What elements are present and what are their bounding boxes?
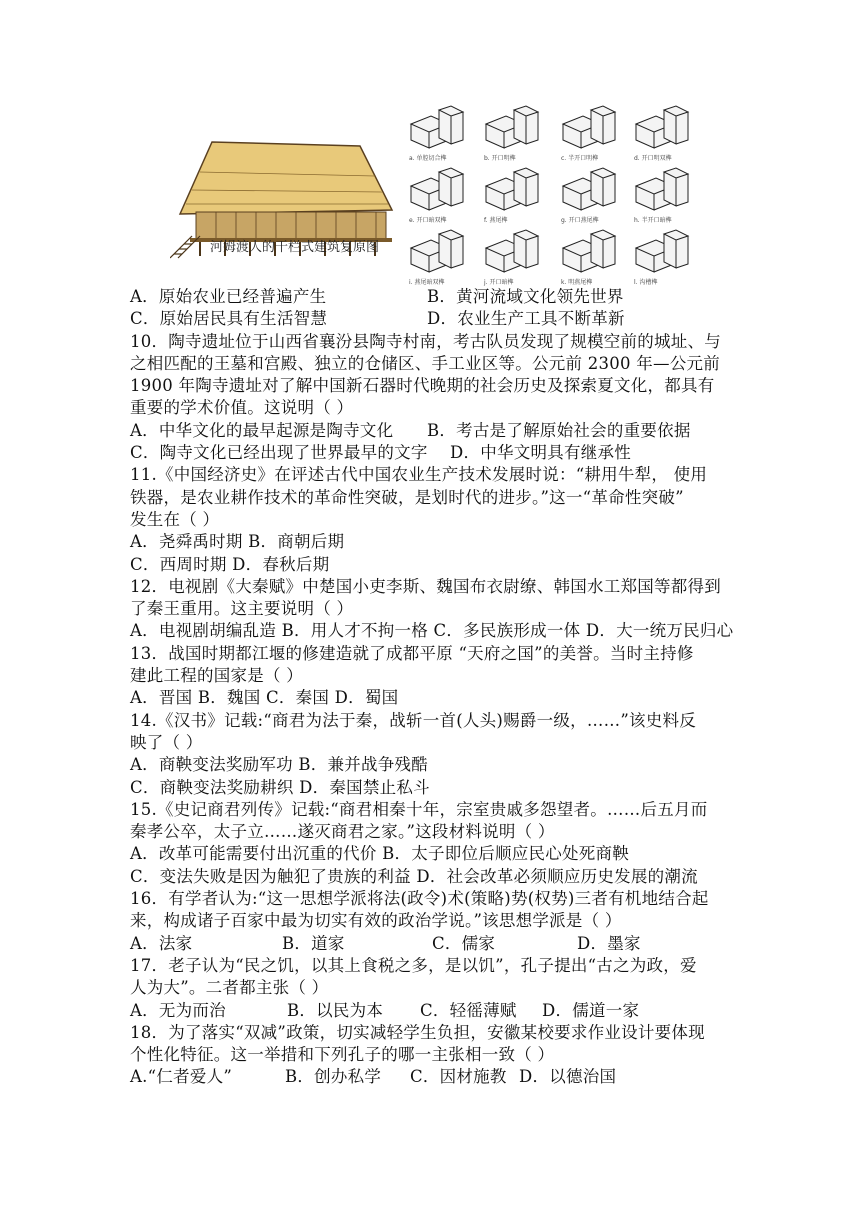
joint-label: g. 开口燕尾榫 — [561, 217, 599, 224]
answer-option: D．墨家 — [577, 933, 641, 953]
text-line: A．尧舜禹时期 B．商朝后期 — [130, 532, 345, 552]
text-line: 15.《史记商君列传》记载:“商君相秦十年，宗室贵戚多怨望者。……后五月而 — [130, 799, 708, 819]
joint-diagram — [557, 166, 627, 224]
text-line: 建此工程的国家是（ ） — [130, 666, 303, 686]
answer-option: D．中华文明具有继承性 — [450, 443, 631, 463]
joint-diagram — [557, 104, 627, 162]
figure-caption: 河姆渡人的干栏式建筑复原图 — [210, 240, 380, 255]
option-row — [130, 286, 740, 308]
text-line: C．商鞅变法奖励耕织 D．秦国禁止私斗 — [130, 777, 430, 797]
text-line: 之相匹配的王墓和宫殿、独立的仓储区、手工业区等。公元前 2300 年—公元前 — [130, 353, 720, 373]
joint-diagram — [405, 166, 475, 224]
text-line: A．商鞅变法奖励军功 B．兼并战争残酷 — [130, 755, 429, 775]
joint-label: b. 开口明榫 — [484, 155, 516, 162]
text-line: 映了（ ） — [130, 732, 203, 752]
joint-diagram — [405, 228, 475, 286]
answer-option: A．原始农业已经普遍产生 — [130, 287, 327, 306]
text-line: 12．电视剧《大秦赋》中楚国小吏李斯、魏国布衣尉缭、韩国水工郑国等都得到 — [130, 576, 721, 596]
joinery-diagrams — [405, 104, 705, 290]
text-line: 秦孝公卒，太子立……遂灭商君之家。”这段材料说明（ ） — [130, 822, 555, 842]
option-row — [130, 442, 740, 464]
text-line: 11.《中国经济史》在评述古代中国农业生产技术发展时说：“耕用牛犁， 使用 — [130, 465, 708, 485]
joint-drawing — [405, 104, 475, 152]
text-line: 14.《汉书》记载:“商君为法于秦，战斩一首(人头)赐爵一级，……”该史料反 — [130, 710, 697, 730]
answer-option: D．儒道一家 — [542, 1000, 640, 1020]
joint-drawing — [630, 104, 700, 152]
text-line: 重要的学术价值。这说明（ ） — [130, 398, 354, 418]
joint-drawing — [557, 228, 627, 276]
text-line: 18．为了落实“双减”政策，切实减轻学生负担，安徽某校要求作业设计要体现 — [130, 1022, 705, 1042]
text-line: 了秦王重用。这主要说明（ ） — [130, 599, 354, 619]
text-line: A．电视剧胡编乱造 B．用人才不拘一格 C．多民族形成一体 D．大一统万民归心 — [130, 621, 734, 641]
text-line: 人为大”。二者都主张（ ） — [130, 978, 329, 998]
answer-option: C．陶寺文化已经出现了世界最早的文字 — [130, 443, 428, 463]
joint-drawing — [405, 228, 475, 276]
text-line: 16．有学者认为:“这一思想学派将法(政令)术(策略)势(权势)三者有机地结合起 — [130, 889, 709, 909]
joint-diagram — [630, 104, 700, 162]
answer-option: D．以德治国 — [519, 1067, 617, 1087]
text-line: 13．战国时期都江堰的修建造就了成都平原 “天府之国”的美誉。当时主持修 — [130, 643, 694, 663]
text-line: C．西周时期 D．春秋后期 — [130, 554, 330, 574]
joint-label: a. 单腔切合榫 — [409, 155, 447, 162]
text-line: 个性化特征。这一举措和下列孔子的哪一主张相一致（ ） — [130, 1045, 555, 1065]
text-line: 来，构成诸子百家中最为切实有效的政治学说。”该思想学派是（ ） — [130, 911, 622, 931]
text-line: A．改革可能需要付出沉重的代价 B．太子即位后顺应民心处死商鞅 — [130, 844, 630, 864]
answer-option: A．中华文化的最早起源是陶寺文化 — [130, 420, 394, 440]
joint-label: i. 燕尾暗双榫 — [409, 279, 445, 286]
answer-option: C．轻徭薄赋 — [420, 1000, 517, 1020]
answer-option: C．因材施教 — [410, 1067, 507, 1087]
joint-diagram — [480, 228, 550, 286]
joint-drawing — [480, 166, 550, 214]
text-line: 1900 年陶寺遗址对了解中国新石器时代晚期的社会历史及探索夏文化，都具有 — [130, 376, 715, 396]
joint-label: e. 开口暗双榫 — [409, 217, 447, 224]
option-row — [130, 1066, 740, 1088]
joint-diagram — [630, 228, 700, 286]
joint-drawing — [557, 166, 627, 214]
figure-row — [0, 0, 860, 290]
answer-option: C．儒家 — [432, 933, 496, 953]
text-line: C．变法失败是因为触犯了贵族的利益 D．社会改革必须顺应历史发展的潮流 — [130, 866, 698, 886]
joint-drawing — [630, 228, 700, 276]
answer-option: C．原始居民具有生活智慧 — [130, 309, 328, 329]
answer-option: D．农业生产工具不断革新 — [427, 309, 625, 329]
joint-diagram — [405, 104, 475, 162]
joint-diagram — [557, 228, 627, 286]
answer-option: B．道家 — [282, 933, 345, 953]
joint-label: f. 燕尾榫 — [484, 217, 508, 224]
joint-diagram — [630, 166, 700, 224]
joint-label: k. 明燕尾榫 — [561, 279, 593, 286]
text-line: A．晋国 B．魏国 C．秦国 D．蜀国 — [130, 688, 399, 708]
answer-option: B．考古是了解原始社会的重要依据 — [427, 420, 691, 440]
option-row — [130, 420, 740, 442]
option-row — [130, 308, 740, 330]
option-row — [130, 1000, 740, 1022]
joint-drawing — [405, 166, 475, 214]
joint-drawing — [630, 166, 700, 214]
question-text — [130, 286, 740, 1089]
joint-drawing — [480, 104, 550, 152]
joint-label: c. 半开口明榫 — [561, 155, 599, 162]
text-line: 17．老子认为“民之饥，以其上食税之多，是以饥”，孔子提出“古之为政，爱 — [130, 955, 697, 975]
joint-drawing — [557, 104, 627, 152]
joint-diagram — [480, 104, 550, 162]
answer-option: B．以民为本 — [287, 1000, 384, 1020]
text-line: 铁器，是农业耕作技术的革命性突破，是划时代的进步。”这一“革命性突破” — [130, 487, 684, 507]
joint-label: l. 沟槽榫 — [634, 279, 658, 286]
text-line: 发生在（ ） — [130, 509, 220, 529]
answer-option: B．黄河流域文化领先世界 — [427, 287, 624, 306]
joint-diagram — [480, 166, 550, 224]
option-row — [130, 933, 740, 955]
joint-label: d. 开口明双榫 — [634, 155, 672, 162]
joint-label: h. 半开口暗榫 — [634, 217, 672, 224]
answer-option: B．创办私学 — [285, 1067, 382, 1087]
answer-option: A．法家 — [130, 933, 193, 953]
answer-option: A．无为而治 — [130, 1000, 226, 1020]
joint-label: j. 开口暗榫 — [484, 279, 514, 286]
joint-drawing — [480, 228, 550, 276]
answer-option: A.“仁者爱人” — [130, 1067, 233, 1087]
text-line: 10．陶寺遗址位于山西省襄汾县陶寺村南，考古队员发现了规模空前的城址、与 — [130, 331, 721, 351]
